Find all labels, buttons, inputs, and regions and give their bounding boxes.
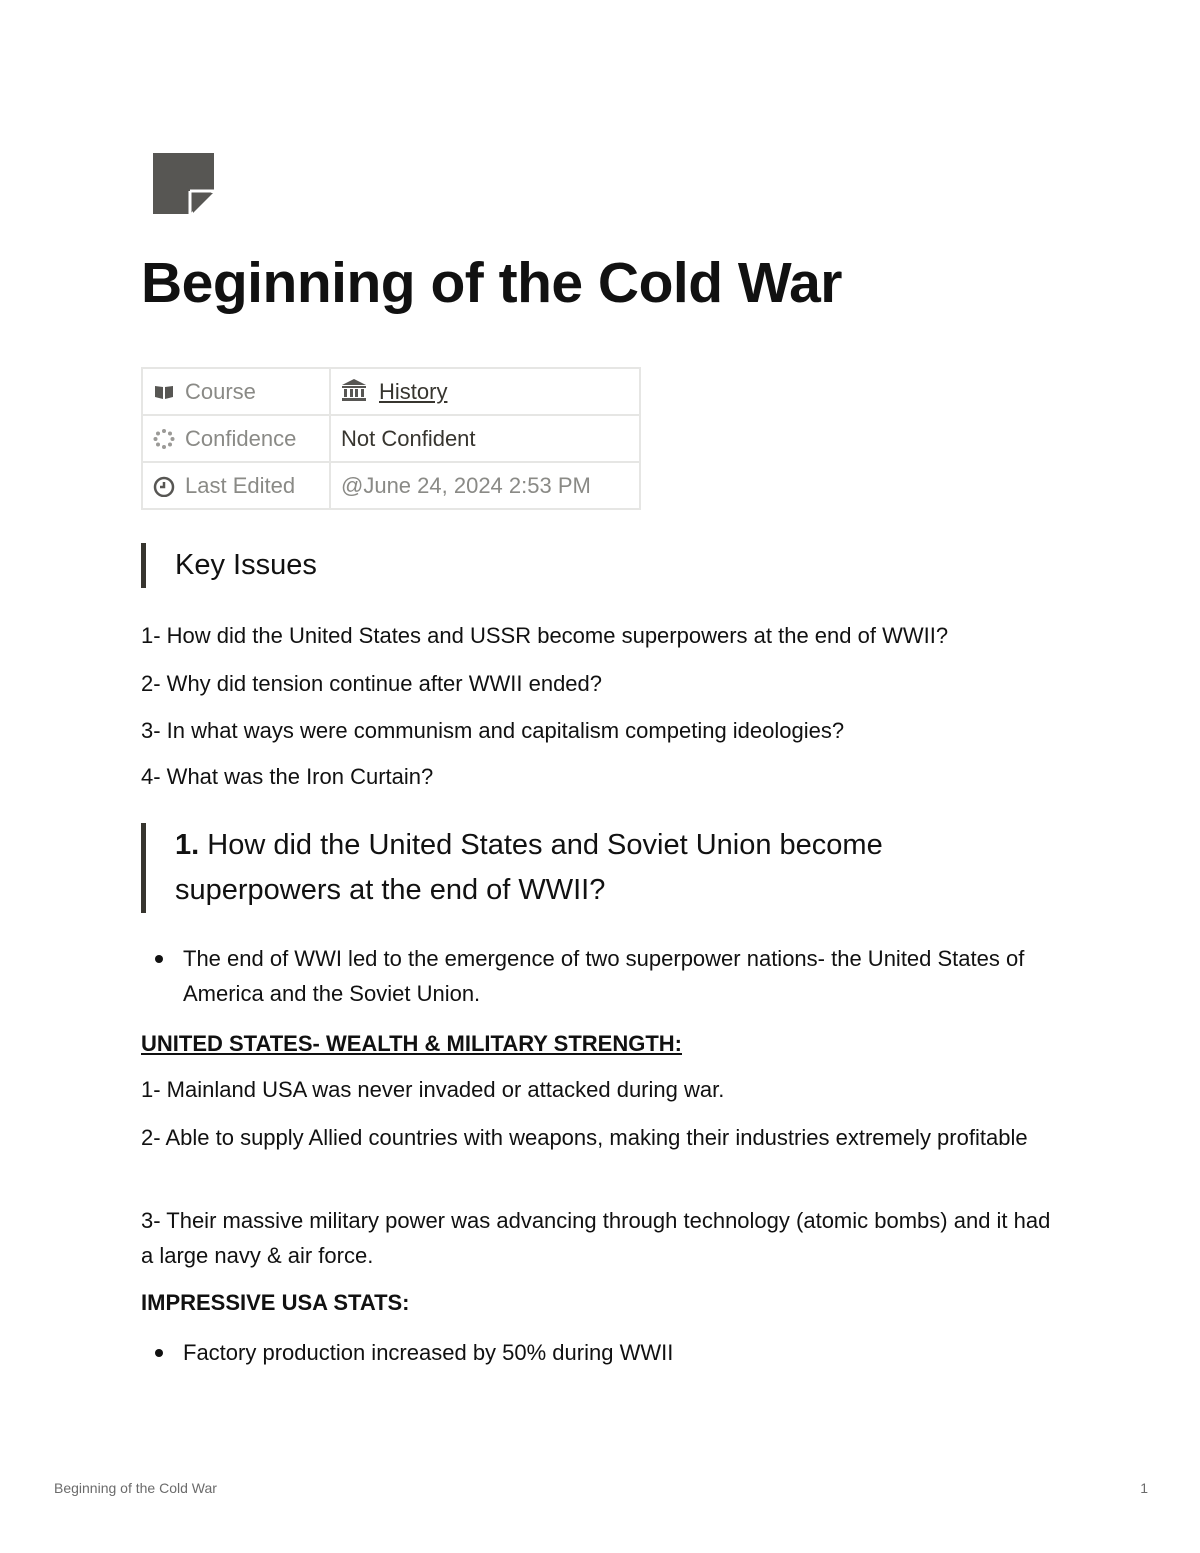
section-number: 1. bbox=[175, 829, 200, 861]
properties-table bbox=[141, 367, 641, 510]
property-key-label: Confidence bbox=[185, 425, 297, 451]
footer-title: Beginning of the Cold War bbox=[54, 1480, 217, 1496]
stats-heading: IMPRESSIVE USA STATS: bbox=[141, 1290, 410, 1315]
bank-building-icon bbox=[341, 378, 367, 402]
clock-icon bbox=[153, 475, 175, 497]
list-item bbox=[141, 941, 1061, 1011]
key-issue-item: 4- What was the Iron Curtain? bbox=[141, 764, 434, 789]
property-row-last-edited bbox=[142, 462, 640, 509]
us-point: 1- Mainland USA was never invaded or attacked during war. bbox=[141, 1077, 725, 1102]
bullet-text: Factory production increased by 50% during WWII bbox=[183, 1340, 674, 1365]
key-issue-item: 2- Why did tension continue after WWII ended? bbox=[141, 671, 603, 696]
spinner-icon bbox=[153, 428, 175, 450]
property-value[interactable] bbox=[330, 368, 640, 415]
list-item bbox=[141, 1335, 1061, 1370]
property-key bbox=[142, 368, 330, 415]
bullet-dot bbox=[155, 955, 163, 963]
bullet-dot bbox=[155, 1349, 163, 1357]
property-key bbox=[142, 415, 330, 462]
section-1-heading bbox=[141, 823, 1015, 913]
property-row-course bbox=[142, 368, 640, 415]
property-key-label: Last Edited bbox=[185, 472, 296, 498]
us-strength-heading: UNITED STATES- WEALTH & MILITARY STRENGTH: bbox=[141, 1031, 682, 1056]
section-heading-line2: superpowers at the end of WWII? bbox=[175, 874, 606, 906]
property-value: @June 24, 2024 2:53 PM bbox=[330, 462, 640, 509]
us-point: 3- Their massive military power was advancing through technology (atomic bombs) and it had a large navy & air force. bbox=[141, 1208, 1051, 1268]
us-point: 2- Able to supply Allied countries with weapons, making their industries extremely profitable bbox=[141, 1125, 1028, 1150]
property-key-label: Course bbox=[185, 378, 256, 404]
course-link[interactable]: History bbox=[379, 379, 448, 404]
property-key bbox=[142, 462, 330, 509]
section-heading-line1: How did the United States and Soviet Union become bbox=[199, 829, 883, 861]
key-issues-heading: Key Issues bbox=[141, 543, 317, 588]
footer-page-number: 1 bbox=[1140, 1480, 1148, 1496]
bullet-text: The end of WWI led to the emergence of two superpower nations- the United States of America and the Soviet Union. bbox=[183, 946, 1025, 1006]
page-title: Beginning of the Cold War bbox=[141, 251, 842, 315]
key-issue-item: 3- In what ways were communism and capitalism competing ideologies? bbox=[141, 718, 845, 743]
note-page-icon bbox=[153, 153, 215, 215]
key-issue-item: 1- How did the United States and USSR become superpowers at the end of WWII? bbox=[141, 623, 949, 648]
book-icon bbox=[153, 381, 175, 403]
property-value[interactable]: Not Confident bbox=[330, 415, 640, 462]
property-row-confidence bbox=[142, 415, 640, 462]
